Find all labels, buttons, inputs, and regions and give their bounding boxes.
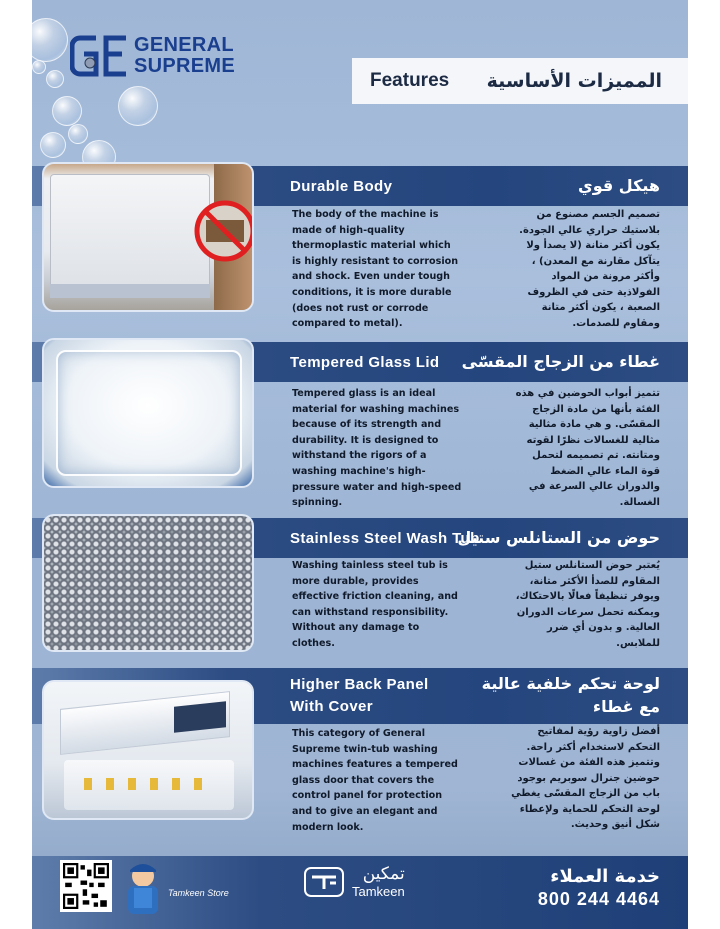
customer-service-phone[interactable]: 800 244 4464 [537,889,660,909]
section-desc-ar: تتميز أبواب الحوضين في هذه الفئة بأنها من مادة الزجاج المقسّى. و هي مادة مثالية مثالية للغسالات نظرًا لقوته ومتانته. تم تصميمه لتحمل قوة الماء عالي الضغط والدوران عالي السرعة في الغسالة. [515,388,660,508]
customer-service [538,866,660,910]
tamkeen-logo-icon [304,867,344,897]
brand-logo [70,34,235,78]
general-supreme-logo-icon [70,34,128,78]
section-desc-ar: يُعتبر حوض الستانلس ستيل المقاوم للصدأ الأكثر متانة، ويوفر تنظيفاً فعالًا بالاحتكاك، ويمكنه تحمل سرعات الدوران العالية. و بدون أي ضرر للملابس. [515,560,660,649]
back-panel-photo [42,680,254,820]
tamkeen-brand [304,864,405,899]
section-durable-body [32,166,688,330]
section-desc-en: Washing tainless steel tub is more durable, provides effective friction cleaning, and can withstand responsibility. Without any damage to clothes. [292,560,458,649]
tamkeen-store-mascot [118,858,230,916]
tamkeen-en: Tamkeen [352,884,405,899]
section-tempered-glass-lid [32,342,688,512]
bubble-decoration [32,18,68,62]
section-desc-en: Tempered glass is an ideal material for washing machines because of its strength and durability. It is designed to withstand the rigors of a washing machine's high-pressure water and high-speed spinning. [292,388,462,509]
brand-line-1: GENERAL [134,34,234,56]
section-title-ar: هيكل قوي [578,176,660,195]
glass-lid-photo [42,338,254,488]
section-title-ar-line1: لوحة تحكم خلفية عالية [481,674,660,693]
bubble-decoration [118,86,158,126]
section-title-ar-line2: مع غطاء [592,697,660,716]
section-title-en [290,674,429,718]
section-desc-en: The body of the machine is made of high-quality thermoplastic material which is highly resistant to corrosion and shock. Even under tough conditions, it is more durable (does not rust or corrode compared to metal). [292,209,459,330]
section-desc-ar: تصميم الجسم مصنوع من بلاستيك حراري عالي الجودة. يكون أكثر متانة (لا يصدأ ولا يتآكل مقارنة مع المعدن) ، وأكثر مرونة من المواد الفولاذية حتى في الظروف الصعبة ، يكون أكثر متانة ومقاوم للصدمات. [519,209,660,329]
durable-body-photo [42,162,254,312]
brand-line-2: SUPREME [134,55,236,77]
mascot-icon [118,858,168,916]
section-title-en-line1: Higher Back Panel [290,676,429,693]
page-margin [688,0,720,929]
section-desc-en: This category of General Supreme twin-tub washing machines features a tempered glass door that covers the control panel for protection and to give an elegant and modern look. [292,728,458,833]
section-title-en: Stainless Steel Wash Tub [290,530,480,547]
tamkeen-store-label: Tamkeen Store [168,888,229,898]
tamkeen-ar: تمكين [362,864,405,884]
section-title-en-line2: With Cover [290,698,374,715]
bubble-decoration [46,70,64,88]
section-title-ar: غطاء من الزجاج المقسّى [461,352,660,371]
customer-service-label: خدمة العملاء [550,866,660,887]
section-title-ar: حوض من الستانلس ستيل [457,528,660,547]
bubble-decoration [32,60,46,74]
features-title-en: Features [370,70,450,91]
steel-tub-photo [42,514,254,652]
no-rust-icon [192,198,254,264]
section-higher-back-panel [32,668,688,848]
section-title-en: Durable Body [290,178,393,195]
bubble-decoration [52,96,82,126]
qr-code[interactable] [60,860,112,912]
section-stainless-steel-tub [32,518,688,658]
bubble-decoration [40,132,66,158]
flyer-page [32,0,688,929]
section-title-en: Tempered Glass Lid [290,354,440,371]
features-title-ar: المميزات الأساسية [486,70,662,92]
bubble-decoration [68,124,88,144]
footer [32,856,688,929]
features-header [352,58,688,104]
section-desc-ar: أفضل زاوية رؤية لمفاتيح التحكم لاستخدام أكثر راحة. وتتميز هذه الفئة من غسالات حوضين جنرال سوبريم بوجود باب من الزجاج المقسّى يغطي لوحة التحكم للحماية ولإعطاء شكل أنيق وحديث. [511,726,660,830]
section-title-ar [482,672,660,718]
